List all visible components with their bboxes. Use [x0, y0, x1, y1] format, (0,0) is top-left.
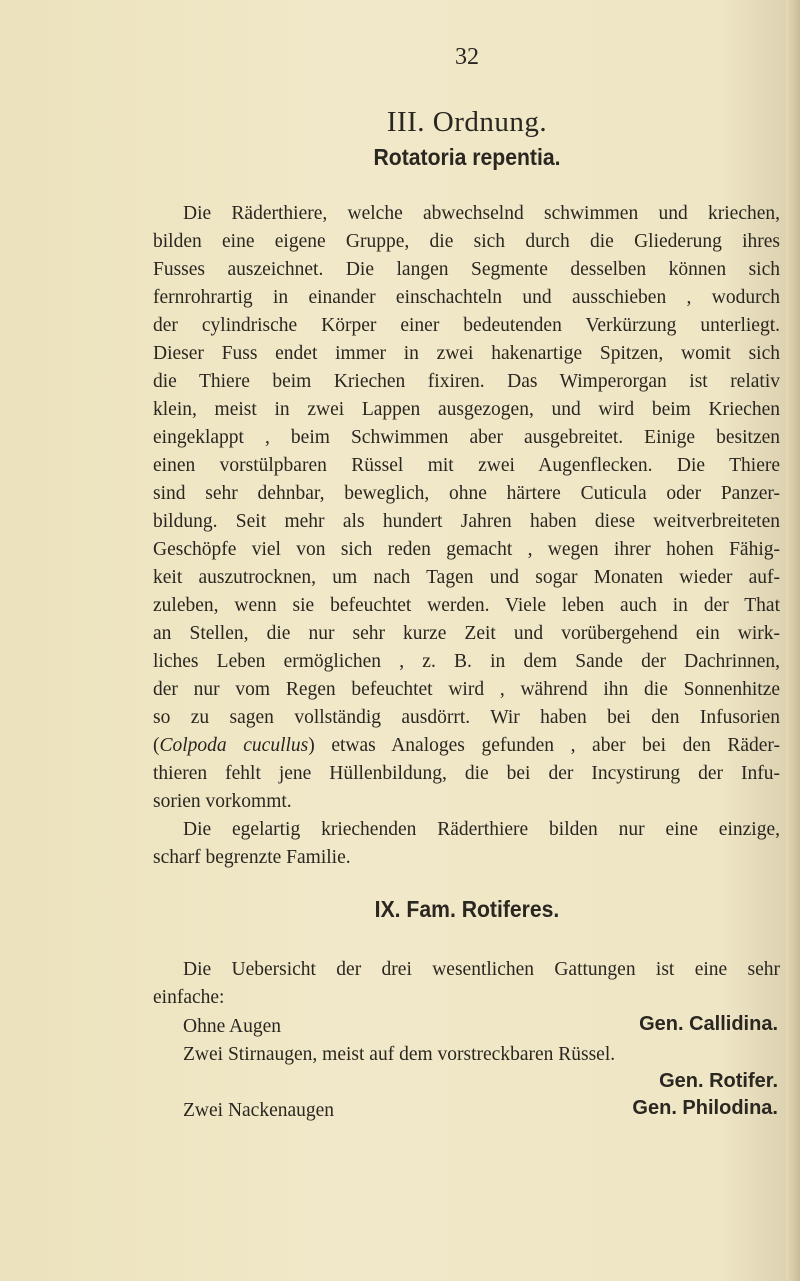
- text-line: liches Leben ermöglichen , z. B. in dem Sande der Dachrinnen,: [153, 651, 780, 672]
- text-line: klein, meist in zwei Lappen ausgezogen, und wird beim Kriechen: [153, 399, 780, 420]
- text-line: Dieser Fuss endet immer in zwei hakenartige Spitzen, womit sich: [153, 343, 780, 364]
- text-line: Die Uebersicht der drei wesentlichen Gattungen ist eine sehr: [183, 959, 780, 980]
- text-line: scharf begrenzte Familie.: [153, 847, 351, 868]
- family-heading: IX. Fam. Rotiferes.: [374, 896, 560, 922]
- text-line: einfache:: [153, 987, 225, 1008]
- text-line: der nur vom Regen befeuchtet wird , während ihn die Sonnenhitze: [153, 679, 780, 700]
- text-line: sorien vorkommt.: [153, 791, 292, 812]
- page-number: 32: [455, 44, 479, 70]
- key-genus-2: Gen. Rotifer.: [659, 1070, 778, 1092]
- text-line: thieren fehlt jene Hüllenbildung, die bei der Incystirung der Infu-: [153, 763, 780, 784]
- text-line: eingeklappt , beim Schwimmen aber ausgebreitet. Einige besitzen: [153, 427, 780, 448]
- order-subheading: Rotatoria repentia.: [373, 144, 561, 170]
- key-genus-1: Gen. Callidina.: [639, 1013, 778, 1035]
- text-line: an Stellen, die nur sehr kurze Zeit und vorübergehend ein wirk-: [153, 623, 780, 644]
- text-line: sind sehr dehnbar, beweglich, ohne härtere Cuticula oder Panzer-: [153, 483, 780, 504]
- text-line: so zu sagen vollständig ausdörrt. Wir haben bei den Infusorien: [153, 707, 780, 728]
- text-line-italic: [153, 734, 780, 758]
- text-line: Fusses auszeichnet. Die langen Segmente desselben können sich: [153, 259, 780, 280]
- key-trait-2: Zwei Stirnaugen, meist auf dem vorstreckbaren Rüssel.: [183, 1044, 616, 1065]
- text-line: die Thiere beim Kriechen fixiren. Das Wimperorgan ist relativ: [153, 371, 780, 392]
- order-heading: III. Ordnung.: [386, 106, 548, 138]
- line-rest: ) etwas Analoges gefunden , aber bei den Räder-: [308, 735, 780, 756]
- text-line: fernrohrartig in einander einschachteln und ausschieben , wodurch: [153, 287, 780, 308]
- text-line: bildung. Seit mehr als hundert Jahren haben diese weitverbreiteten: [153, 511, 780, 532]
- text-line: einen vorstülpbaren Rüssel mit zwei Augenflecken. Die Thiere: [153, 455, 780, 476]
- species-name: Colpoda cucullus: [159, 735, 309, 756]
- paren: (: [153, 735, 160, 756]
- key-trait-1: Ohne Augen: [183, 1016, 282, 1037]
- text-line: der cylindrische Körper einer bedeutenden Verkürzung unterliegt.: [153, 315, 780, 336]
- text-line: Die egelartig kriechenden Räderthiere bilden nur eine einzige,: [183, 819, 780, 840]
- text-line: Geschöpfe viel von sich reden gemacht , wegen ihrer hohen Fähig-: [153, 539, 780, 560]
- text-line: bilden eine eigene Gruppe, die sich durch die Gliederung ihres: [153, 231, 780, 252]
- key-genus-3: Gen. Philodina.: [632, 1097, 778, 1119]
- key-trait-3: Zwei Nackenaugen: [183, 1100, 335, 1121]
- text-line: zuleben, wenn sie befeuchtet werden. Viele leben auch in der That: [153, 595, 780, 616]
- text-line: Die Räderthiere, welche abwechselnd schwimmen und kriechen,: [183, 203, 780, 224]
- page-edge: [786, 0, 800, 1281]
- text-line: keit auszutrocknen, um nach Tagen und sogar Monaten wieder auf-: [153, 567, 780, 588]
